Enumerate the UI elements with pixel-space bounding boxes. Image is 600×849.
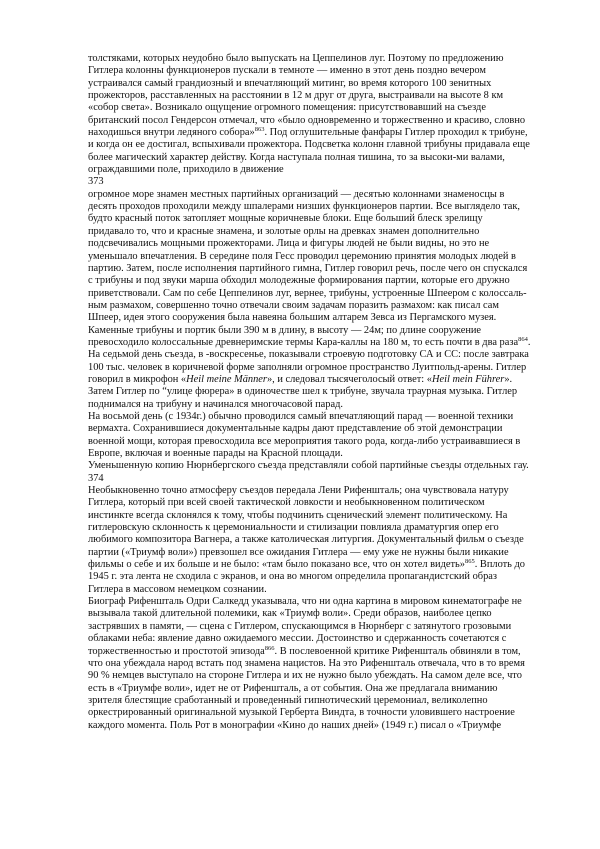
paragraph-p1 xyxy=(88,53,531,176)
paragraph-p4 xyxy=(88,411,531,460)
quote-italic: Heil meine Männer xyxy=(186,373,267,385)
paragraph-p3 xyxy=(88,349,531,411)
page-number: 373 xyxy=(88,176,104,188)
page-number: 374 xyxy=(88,472,104,484)
paragraph-p7 xyxy=(88,596,531,732)
paragraph-p2 xyxy=(88,189,531,349)
paragraph-p5 xyxy=(88,460,531,472)
text-run: ». Затем Гитлер по “улице фюрера» в одиночестве шел к трибуне, звучала траурная музыка. Гитлер поднимался на трибуну и начинался многочасовой парад. xyxy=(88,373,518,410)
footnote-ref: 866 xyxy=(264,644,275,652)
text-run: . Под оглушительные фанфары Гитлер проходил к трибуне, и когда он ее достигал, вспыхивали прожектора. Подсветка колонн главной трибуны придавала еще более магический характер действу. Когда наступала полная тишина, то за высоки-ми валами, ограждавшими поле, приходило в движение xyxy=(88,127,530,176)
text-run: . Вплоть до 1945 г. эта лента не сходила с экранов, и она во многом определила пропагандистский образ Гитлера в массовом немецком сознании. xyxy=(88,559,525,595)
footnote-ref: 864 xyxy=(518,335,528,343)
document-page xyxy=(88,53,531,732)
text-run: . xyxy=(527,336,531,348)
paragraph-p6 xyxy=(88,485,531,596)
text-run: Необыкновенно точно атмосферу съездов передала Лени Рифеншталь; она чувствовала натуру Гитлера, который при всей своей тактической ловкости и необыкновенном политическом инстинкте всегда склонялся к тому, чтобы подчинить сценический элемент политическому. На гитлеровскую склонность к церемониальности и стилизации повлияла драматургия опер его любимого композитора Вагнера, а также католическая литургия. Документальный фильм о съезде партии («Триумф воли») превзошел все ожидания Гитлера — ему уже не нужны были никакие фильмы о себе и их больше и не было: «там было показано все, что он хотел видеть» xyxy=(88,485,524,571)
text-run: Биограф Рифеншталь Одри Салкедд указывала, что ни одна картина в мировом кинематографе не вызывала такой длительной полемики, как «Триумф воли». Среди образов, наиболее цепко застрявших в памяти, — сцена с Гитлером, спускающимся в Нюрнберг с затянутого грозовыми облаками неба: явление давно ожидаемого мессии. Достоинство и сдержанность сочетаются с торжественностью и простотой эпизода xyxy=(88,596,522,657)
text-run: », и следовал тысячеголосый ответ: « xyxy=(266,373,432,385)
text-run: . В послевоенной критике Рифеншталь обвиняли в том, что она убеждала народ встать под знамена нацистов. На это Рифеншталь отвечала, что в то время 90 % немцев выступало на стороне Гитлера и их не нужно было убеждать. На самом деле все, что есть в «Триумфе воли», идет не от Рифеншталь, а от события. Она же предлагала вниманию зрителя блестящие сработанный и проведенный гипнотический церемониал, великолепно оркестрированный оригинальной музыкой Герберта Виндта, в точности уловившего настроение каждого момента. Поль Рот в монографии «Кино до наших дней» (1949 г.) писал о «Триумфе xyxy=(88,645,525,731)
text-run: огромное море знамен местных партийных организаций — десятью колоннами знаменосцы в десять проходов проходили между шпалерами низших функционеров партии. Все выглядело так, будто красный поток затопляет мощные коричневые блоки. Еще больший блеск зрелищу придавало то, что и красные знамена, и золотые орлы на древках знамен дополнительно подсвечивались мощными прожекторами. Лица и фигуры людей не были видны, но это не уменьшало впечатления. В середине поля Гесс проводил церемонию принятия молодых людей в партию. Затем, после исполнения партийного гимна, Гитлер говорил речь, после чего он спускался с трибуны и под звуки марша обходил молодежные формирования партии, которые его дружно приветствовали. Сам по себе Цеппелинов луг, вернее, трибуны, устроенные Шпеером с колоссаль-ным размахом, совершенно точно отвечали своим задачам поразить размахом: как писал сам Шпеер, идея этого сооружения была навеяна большим алтарем Зевса из Пергамского музея. Каменные трибуны и портик были 390 м в длину, в высоту — 24м; по длине сооружение превосходило колоссальные древнеримские термы Кара-каллы на 180 м, то есть почти в два раза xyxy=(88,188,528,348)
text-run: На восьмой день (с 1934г.) обычно проводился самый впечатляющий парад — военной техники вермахта. Сохранившиеся документальные кадры дают представление об этой демонстрации военной мощи, которая превосходила все мероприятия такого рода, когда-либо устраивавшиеся в Европе, включая и военные парады на Красной площади. xyxy=(88,410,521,459)
footnote-ref: 865 xyxy=(464,558,475,566)
quote-italic: Heil mein Führer xyxy=(431,373,505,385)
text-run: Уменьшенную копию Нюрнбергского съезда представляли собой партийные съезды отдельных гау. xyxy=(88,460,529,472)
text-run: толстяками, которых неудобно было выпускать на Цеппелинов луг. Поэтому по предложению Гитлера колонны функционеров пускали в темноте — именно в этот день поздно вечером устраивался самый грандиозный и впечатляющий митинг, во время которого 100 зенитных прожекторов, расставленных на расстоянии в 12 м друг от друга, выстраивали на высоте 8 км «собор света». Возникало ощущение огромного помещения: присутствовавший на съезде британский посол Гендерсон отмечал, что «было одновременно и торжественно и красиво, словно находишься внутри ледяного собора» xyxy=(88,53,526,139)
text-run: На седьмой день съезда, в -воскресенье, показывали строевую подготовку СА и СС: после завтрака 100 тыс. человек в коричневой форме заполняли огромное пространство Луитпольд-арены. Гитлер говорил в микрофон « xyxy=(88,349,529,385)
footnote-ref: 863 xyxy=(254,126,265,134)
